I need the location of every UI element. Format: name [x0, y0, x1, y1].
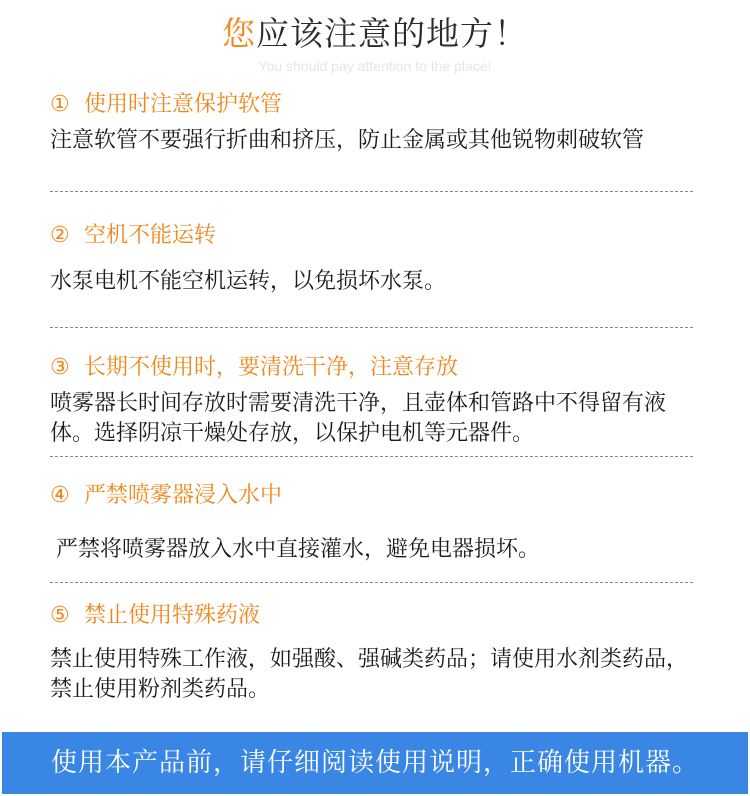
section-body: 严禁将喷雾器放入水中直接灌水，避免电器损坏。 — [56, 537, 541, 562]
section-body: 喷雾器长时间存放时需要清洗干净，且壶体和管路中不得留有液体。选择阴凉干燥处存放，以保护电机等元器件。 — [50, 391, 667, 446]
section-number: ⑤ — [50, 603, 70, 628]
section-title: 使用时注意保护软管 — [84, 92, 283, 117]
section-heading — [50, 601, 695, 631]
section-number: ① — [50, 92, 70, 117]
section-heading — [50, 481, 695, 511]
section-number: ② — [50, 223, 70, 248]
section-body: 注意软管不要强行折曲和挤压，防止金属或其他锐物刺破软管 — [50, 128, 645, 153]
section-title: 禁止使用特殊药液 — [84, 603, 261, 628]
section-divider — [50, 582, 693, 583]
section-title: 空机不能运转 — [84, 223, 217, 248]
footer-banner: 使用本产品前，请仔细阅读使用说明，正确使用机器。 — [2, 732, 748, 794]
title-accent: 您 — [222, 14, 256, 53]
notice-section-2 — [50, 221, 695, 297]
title-rest: 应该注意的地方！ — [256, 14, 528, 53]
page-title — [0, 12, 750, 56]
section-heading — [50, 221, 695, 251]
notice-section-5 — [50, 601, 695, 705]
page-header — [0, 12, 750, 74]
section-divider — [50, 456, 693, 457]
notice-section-4 — [50, 481, 695, 565]
section-title: 长期不使用时，要清洗干净，注意存放 — [84, 355, 459, 380]
section-number: ④ — [50, 483, 70, 508]
section-divider — [50, 191, 693, 192]
section-divider — [50, 327, 693, 328]
page-subtitle: You should pay attention to the place! — [258, 58, 492, 74]
section-body: 禁止使用特殊工作液，如强酸、强碱类药品；请使用水剂类药品，禁止使用粉剂类药品。 — [50, 647, 689, 702]
section-heading — [50, 353, 695, 383]
section-heading — [50, 90, 695, 120]
section-number: ③ — [50, 355, 70, 380]
section-title: 严禁喷雾器浸入水中 — [84, 483, 283, 508]
notice-section-3 — [50, 353, 695, 449]
section-body: 水泵电机不能空机运转，以免损坏水泵。 — [50, 269, 447, 294]
notice-section-1 — [50, 90, 695, 156]
